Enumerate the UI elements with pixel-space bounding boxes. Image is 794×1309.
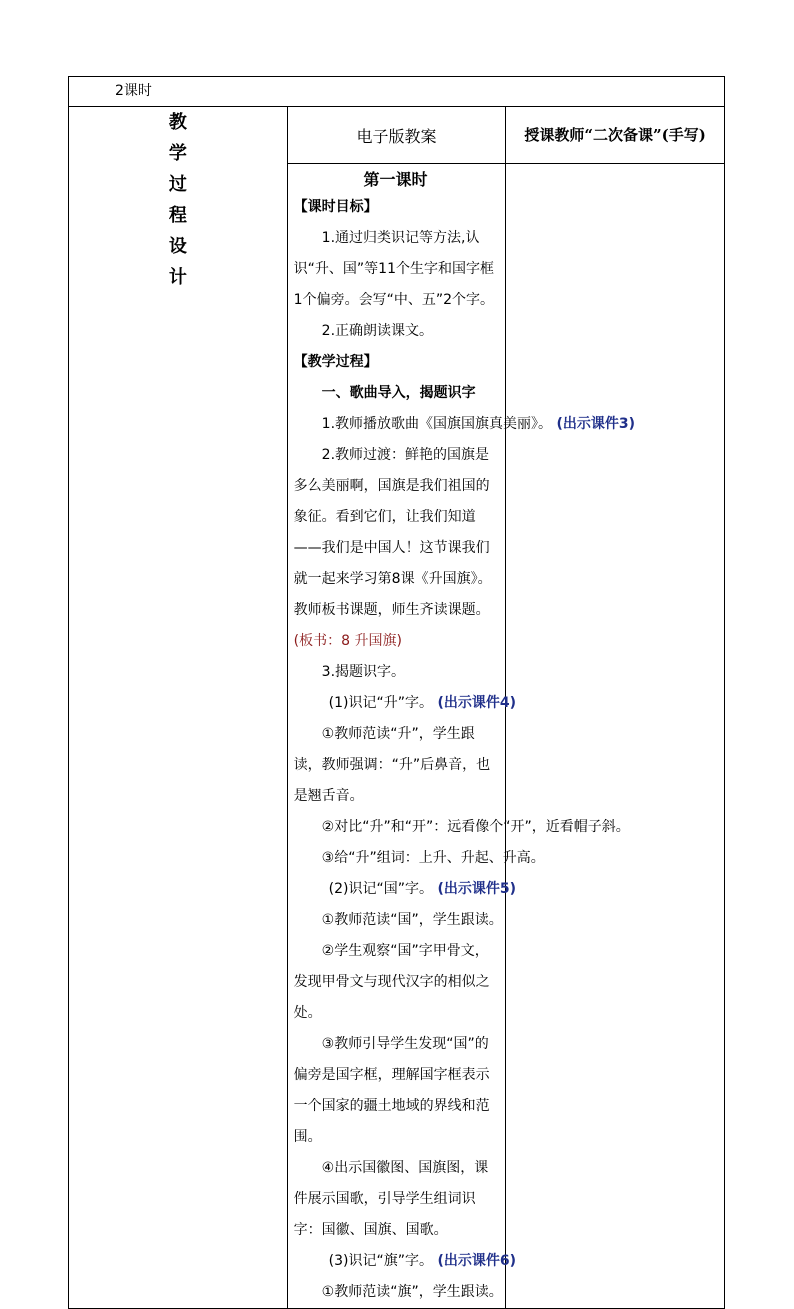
- blackboard-note: (板书：8 升国旗): [293, 633, 402, 649]
- courseware-cue: (出示课件4): [437, 695, 516, 711]
- side-char: 计: [168, 267, 187, 288]
- detail-item: ②学生观察“国”字甲骨文，发现甲骨文与现代汉字的相似之处。: [293, 943, 490, 1021]
- sub-step: [294, 1246, 516, 1277]
- detail-item: ①教师范读“旗”，学生跟读。: [321, 1284, 503, 1300]
- goal-item: 1.通过归类识记等方法,认识“升、国”等11个生字和国字框1个偏旁。会写“中、五”2个字。: [293, 230, 494, 308]
- step-text: (2)识记“国”字。: [328, 881, 433, 897]
- handwritten-notes-column[interactable]: [506, 164, 725, 1309]
- side-char: 教: [168, 112, 187, 133]
- courseware-cue: (出示课件5): [437, 881, 516, 897]
- detail-item: ②对比“升”和“开”：远看像个“开”，近看帽子斜。: [321, 819, 630, 835]
- step-text: (3)识记“旗”字。: [328, 1253, 433, 1269]
- detail-item: ③给“升”组词：上升、升起、升高。: [321, 850, 545, 866]
- courseware-cue: (出示课件6): [437, 1253, 516, 1269]
- detail-item: ①教师范读“国”，学生跟读。: [321, 912, 503, 928]
- step-text: (1)识记“升”字。: [328, 695, 433, 711]
- part-heading: 一、歌曲导入，揭题识字: [321, 385, 476, 401]
- detail-item: ③教师引导学生发现“国”的偏旁是国字框，理解国字框表示一个国家的疆土地域的界线和范围。: [293, 1036, 490, 1145]
- detail-item: ①教师范读“升”，学生跟读，教师强调：“升”后鼻音，也是翘舌音。: [293, 726, 491, 804]
- teaching-process-label: [69, 107, 288, 1309]
- step-text: 2.教师过渡：鲜艳的国旗是多么美丽啊，国旗是我们祖国的象征。看到它们，让我们知道——我们是中国人！这节课我们就一起来学习第8课《升国旗》。教师板书课题，师生齐读课题。: [293, 447, 492, 618]
- lesson-plan-table: [68, 76, 725, 1309]
- process-heading: 【教学过程】: [293, 354, 378, 370]
- process-step: [294, 409, 636, 440]
- process-step: [294, 440, 498, 657]
- goal-heading: 【课时目标】: [293, 199, 378, 215]
- sub-step: [294, 688, 516, 719]
- second-prep-header: 授课教师“二次备课”(手写): [506, 107, 725, 164]
- goal-item: 2.正确朗读课文。: [321, 323, 434, 339]
- side-char: 过: [168, 174, 187, 195]
- side-char: 学: [168, 143, 187, 164]
- sub-step: [294, 874, 516, 905]
- lesson-content: [287, 164, 636, 1309]
- detail-item: ④出示国徽图、国旗图，课件展示国歌，引导学生组词识字：国徽、国旗、国歌。: [293, 1160, 489, 1238]
- lesson-title: 第一课时: [363, 170, 428, 189]
- class-hours-note: 2课时: [69, 77, 725, 107]
- step-text: 1.教师播放歌曲《国旗国旗真美丽》。: [321, 416, 553, 432]
- process-step: 3.揭题识字。: [321, 664, 406, 680]
- electronic-plan-header: 电子版教案: [287, 107, 506, 164]
- courseware-cue: (出示课件3): [556, 416, 636, 432]
- side-char: 程: [168, 205, 187, 226]
- side-char: 设: [168, 236, 187, 257]
